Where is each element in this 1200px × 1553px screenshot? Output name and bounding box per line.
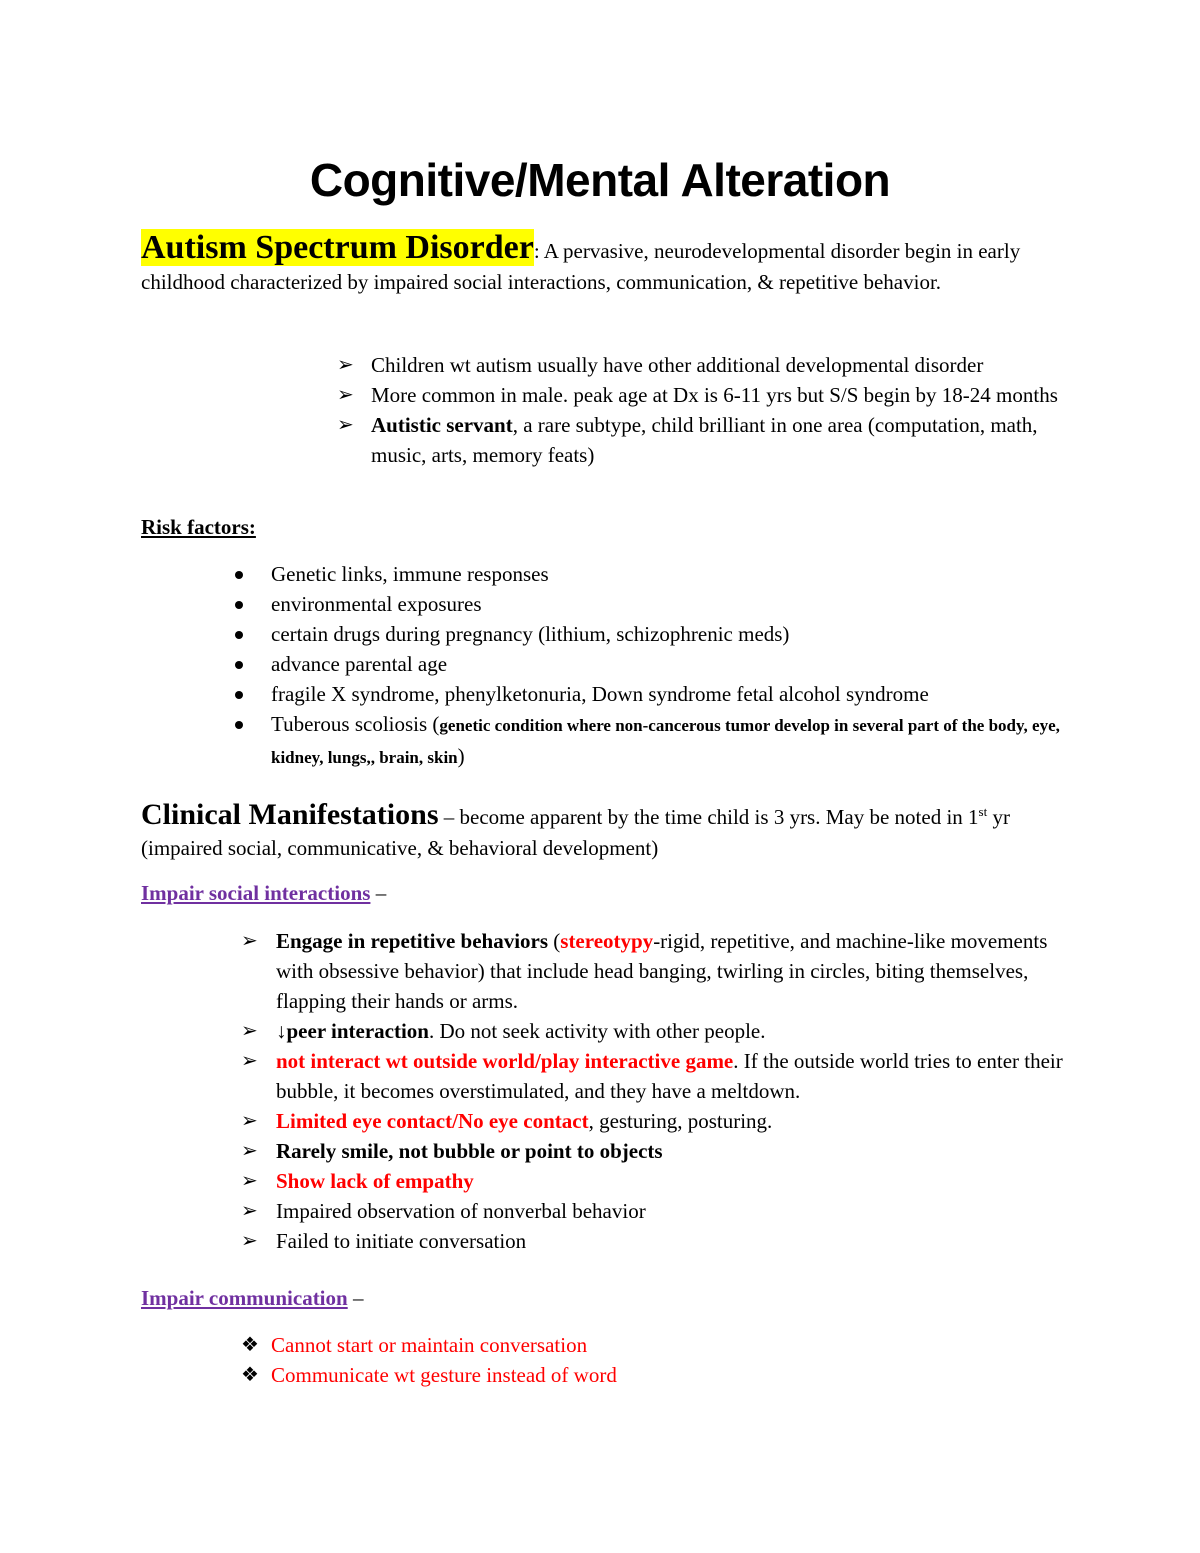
list-item: Tuberous scoliosis (genetic condition where non-cancerous tumor develop in several part of the body, eye, kidney, lungs,, brain, skin) — [232, 709, 1072, 773]
social-interactions-list — [241, 926, 1071, 1256]
arrow-bullet-icon: ➢ — [241, 1200, 258, 1222]
list-item: ❖ Communicate wt gesture instead of word — [241, 1360, 1071, 1390]
communication-link[interactable]: Impair communication — [141, 1286, 348, 1310]
arrow-bullet-icon: ➢ — [241, 1140, 258, 1162]
clinical-manifestations: Clinical Manifestations – become apparent by the time child is 3 yrs. May be noted in 1st yr (impaired social, communicative, & behavioral development) — [141, 798, 1010, 860]
arrow-bullet-icon: ➢ — [337, 384, 354, 406]
bullet-dot-icon — [235, 721, 243, 729]
list-item: certain drugs during pregnancy (lithium, schizophrenic meds) — [232, 619, 1072, 649]
bullet-dot-icon — [235, 691, 243, 699]
arrow-bullet-icon: ➢ — [241, 1110, 258, 1132]
list-item: ➢ More common in male. peak age at Dx is 6-11 yrs but S/S begin by 18-24 months — [337, 380, 1067, 410]
communication-list — [241, 1330, 1071, 1390]
arrow-bullet-icon: ➢ — [241, 1050, 258, 1072]
communication-heading: Impair communication – — [141, 1286, 364, 1310]
clinical-heading: Clinical Manifestations — [141, 798, 439, 831]
bullet-dot-icon — [235, 601, 243, 609]
list-item: ➢ ↓peer interaction. Do not seek activity with other people. — [241, 1016, 1071, 1046]
asd-definition — [141, 229, 1061, 298]
bullet-dot-icon — [235, 571, 243, 579]
list-item: ➢ Children wt autism usually have other additional developmental disorder — [337, 350, 1067, 380]
arrow-bullet-icon: ➢ — [241, 1020, 258, 1042]
list-item: ➢ Autistic servant, a rare subtype, child brilliant in one area (computation, math, music, arts, memory feats) — [337, 410, 1067, 470]
list-item: ❖ Cannot start or maintain conversation — [241, 1330, 1071, 1360]
list-item: ➢ Limited eye contact/No eye contact, gesturing, posturing. — [241, 1106, 1071, 1136]
arrow-bullet-icon: ➢ — [241, 930, 258, 952]
list-item: ➢ Rarely smile, not bubble or point to objects — [241, 1136, 1071, 1166]
social-interactions-link[interactable]: Impair social interactions — [141, 881, 371, 905]
list-item: fragile X syndrome, phenylketonuria, Down syndrome fetal alcohol syndrome — [232, 679, 1072, 709]
bullet-dot-icon — [235, 631, 243, 639]
list-item: ➢ not interact wt outside world/play interactive game. If the outside world tries to enter their bubble, it becomes overstimulated, and they have a meltdown. — [241, 1046, 1071, 1106]
bullet-dot-icon — [235, 661, 243, 669]
risk-factors-list — [232, 559, 1072, 773]
list-item: advance parental age — [232, 649, 1072, 679]
arrow-bullet-icon: ➢ — [241, 1230, 258, 1252]
asd-definition-text: A pervasive, neurodevelopmental disorder begin in early childhood characterized by impaired social interactions, communication, & repetitive behavior. — [141, 239, 1021, 294]
list-item: environmental exposures — [232, 589, 1072, 619]
list-item: ➢ Engage in repetitive behaviors (stereotypy-rigid, repetitive, and machine-like movements with obsessive behavior) that include head banging, twirling in circles, biting themselves, flapping their hands or arms. — [241, 926, 1071, 1016]
page-title: Cognitive/Mental Alteration — [309, 154, 891, 206]
list-item: ➢ Impaired observation of nonverbal behavior — [241, 1196, 1071, 1226]
list-item: ➢ Show lack of empathy — [241, 1166, 1071, 1196]
arrow-bullet-icon: ➢ — [337, 414, 354, 436]
asd-heading: Autism Spectrum Disorder — [141, 229, 534, 266]
asd-bullet-list — [337, 350, 1067, 470]
diamond-bullet-icon: ❖ — [241, 1364, 259, 1386]
arrow-bullet-icon: ➢ — [337, 354, 354, 376]
list-item: Genetic links, immune responses — [232, 559, 1072, 589]
social-interactions-heading: Impair social interactions – — [141, 881, 387, 905]
arrow-bullet-icon: ➢ — [241, 1170, 258, 1192]
diamond-bullet-icon: ❖ — [241, 1334, 259, 1356]
asd-colon: : — [533, 239, 540, 263]
list-item: ➢ Failed to initiate conversation — [241, 1226, 1071, 1256]
risk-factors-heading: Risk factors: — [141, 515, 256, 539]
